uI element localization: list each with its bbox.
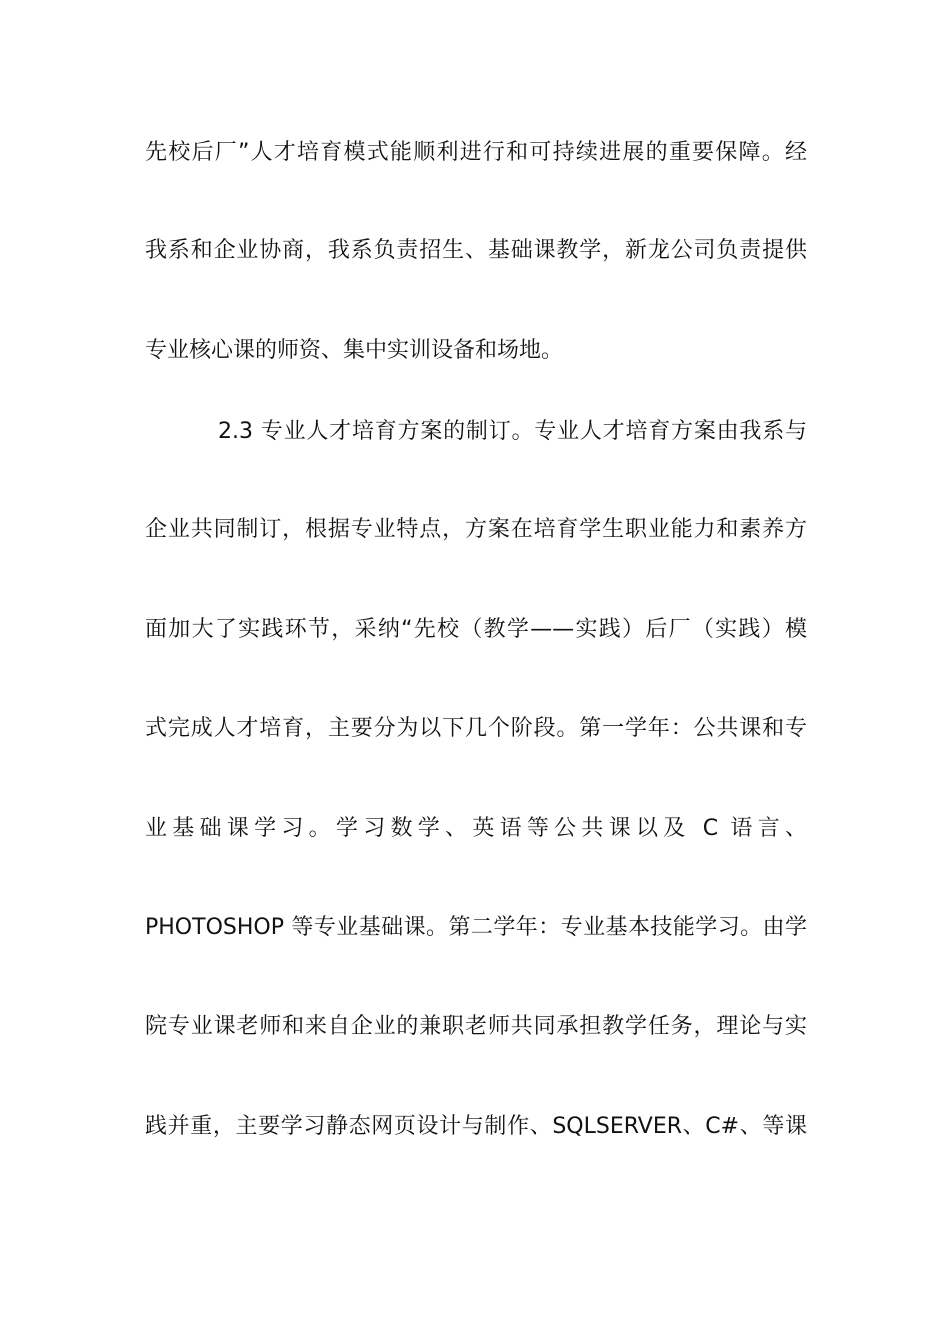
text-line-9: PHOTOSHOP 等专业基础课。第二学年：专业基本技能学习。由学 — [145, 915, 807, 940]
text-line-5: 企业共同制订，根据专业特点，方案在培育学生职业能力和素养方 — [145, 517, 807, 542]
text-line-3: 专业核心课的师资、集中实训设备和场地。 — [145, 338, 564, 363]
text-line-1: 先校后厂”人才培育模式能顺利进行和可持续进展的重要保障。经 — [145, 140, 807, 165]
text-line-7: 式完成人才培育，主要分为以下几个阶段。第一学年：公共课和专 — [145, 716, 807, 741]
text-line-8: 业基础课学习。学习数学、英语等公共课以及 C 语言、 — [145, 816, 807, 841]
text-line-2: 我系和企业协商，我系负责招生、基础课教学，新龙公司负责提供 — [145, 238, 807, 263]
text-line-10: 院专业课老师和来自企业的兼职老师共同承担教学任务，理论与实 — [145, 1014, 807, 1039]
text-line-11: 践并重，主要学习静态网页设计与制作、SQLSERVER、C#、等课 — [145, 1114, 807, 1139]
text-line-4: 2.3 专业人才培育方案的制订。专业人才培育方案由我系与 — [218, 419, 807, 444]
text-line-6: 面加大了实践环节，采纳“先校（教学——实践）后厂（实践）模 — [145, 617, 807, 642]
